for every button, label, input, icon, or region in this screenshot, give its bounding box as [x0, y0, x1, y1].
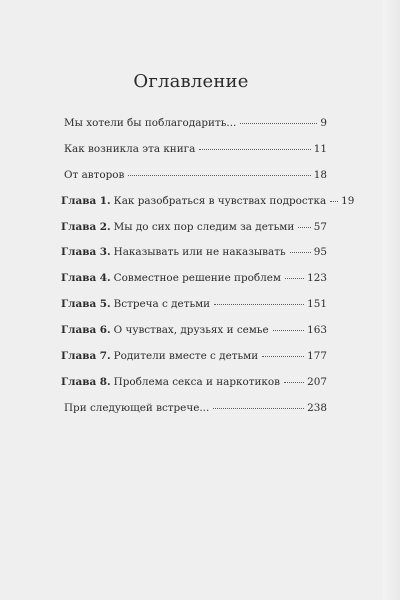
toc-chapter-number: Глава 7. [61, 350, 111, 363]
dot-leader [214, 304, 304, 305]
toc-page-number: 57 [313, 220, 327, 233]
toc-page-number: 151 [307, 298, 327, 311]
toc-entry-title: Мы до сих пор следим за детьми [113, 220, 295, 233]
toc-entry-title: Встреча с детьми [113, 298, 211, 311]
toc-entry [61, 221, 327, 247]
toc-chapter-number: Глава 8. [61, 375, 111, 388]
toc-entry [61, 117, 327, 143]
toc-entry-title: Как возникла эта книга [64, 142, 196, 155]
toc-entry-label [61, 272, 281, 284]
dot-leader [285, 278, 304, 279]
dot-leader [298, 227, 310, 228]
toc-entry [61, 298, 327, 324]
toc-page-number: 177 [307, 350, 327, 363]
dot-leader [262, 356, 304, 357]
toc-page-number: 207 [307, 375, 327, 388]
toc-entry-title: О чувствах, друзьях и семье [113, 324, 269, 337]
toc-page-number: 19 [341, 194, 355, 207]
page-gutter [382, 0, 400, 600]
toc-entry-label [61, 324, 269, 336]
toc-entry-title: Проблема секса и наркотиков [113, 375, 281, 388]
table-of-contents [61, 117, 355, 428]
toc-entry [61, 169, 327, 195]
toc-entry-title: Совместное решение проблем [113, 272, 281, 285]
toc-page-number: 95 [313, 246, 327, 259]
toc-entry [61, 350, 327, 376]
toc-entry-label [61, 221, 294, 233]
dot-leader [284, 382, 304, 383]
toc-page-number: 18 [313, 168, 327, 181]
toc-entry-title: От авторов [64, 168, 125, 181]
dot-leader [199, 149, 310, 150]
dot-leader [290, 252, 311, 253]
dot-leader [330, 201, 338, 202]
dot-leader [213, 408, 304, 409]
dot-leader [128, 175, 310, 176]
toc-entry-label [61, 143, 195, 155]
toc-page-number: 9 [320, 117, 327, 129]
toc-entry [61, 194, 355, 221]
toc-entry-label [61, 376, 280, 388]
toc-page-number: 163 [307, 324, 327, 337]
toc-entry-title: Как разобраться в чувствах подростка [113, 194, 327, 207]
toc-entry-title: При следующей встрече... [64, 401, 210, 414]
toc-entry-label [61, 169, 124, 181]
dot-leader [240, 123, 317, 124]
toc-chapter-number: Глава 1. [61, 194, 111, 207]
toc-entry [61, 324, 327, 350]
dot-leader [273, 330, 304, 331]
toc-chapter-number: Глава 6. [61, 324, 111, 337]
toc-page-number: 123 [307, 272, 327, 285]
toc-entry-label [61, 246, 286, 258]
toc-entry [61, 143, 327, 169]
toc-entry [61, 272, 327, 298]
page-title: Оглавление [133, 71, 249, 92]
toc-entry [61, 402, 327, 428]
toc-page-number: 11 [313, 142, 327, 155]
toc-entry-title: Наказывать или не наказывать [113, 246, 286, 259]
toc-entry-label [61, 298, 210, 310]
toc-entry-title: Родители вместе с детьми [113, 350, 259, 363]
toc-chapter-number: Глава 3. [61, 246, 111, 259]
toc-entry [61, 246, 327, 272]
toc-chapter-number: Глава 5. [61, 298, 111, 311]
toc-entry-label [61, 350, 258, 362]
toc-entry-title: Мы хотели бы поблагодарить... [64, 117, 237, 129]
toc-entry-label [61, 195, 326, 207]
toc-entry-label [61, 117, 236, 129]
toc-entry [61, 376, 327, 402]
toc-entry-label [61, 402, 209, 414]
toc-chapter-number: Глава 4. [61, 272, 111, 285]
toc-chapter-number: Глава 2. [61, 220, 111, 233]
toc-page-number: 238 [307, 401, 327, 414]
